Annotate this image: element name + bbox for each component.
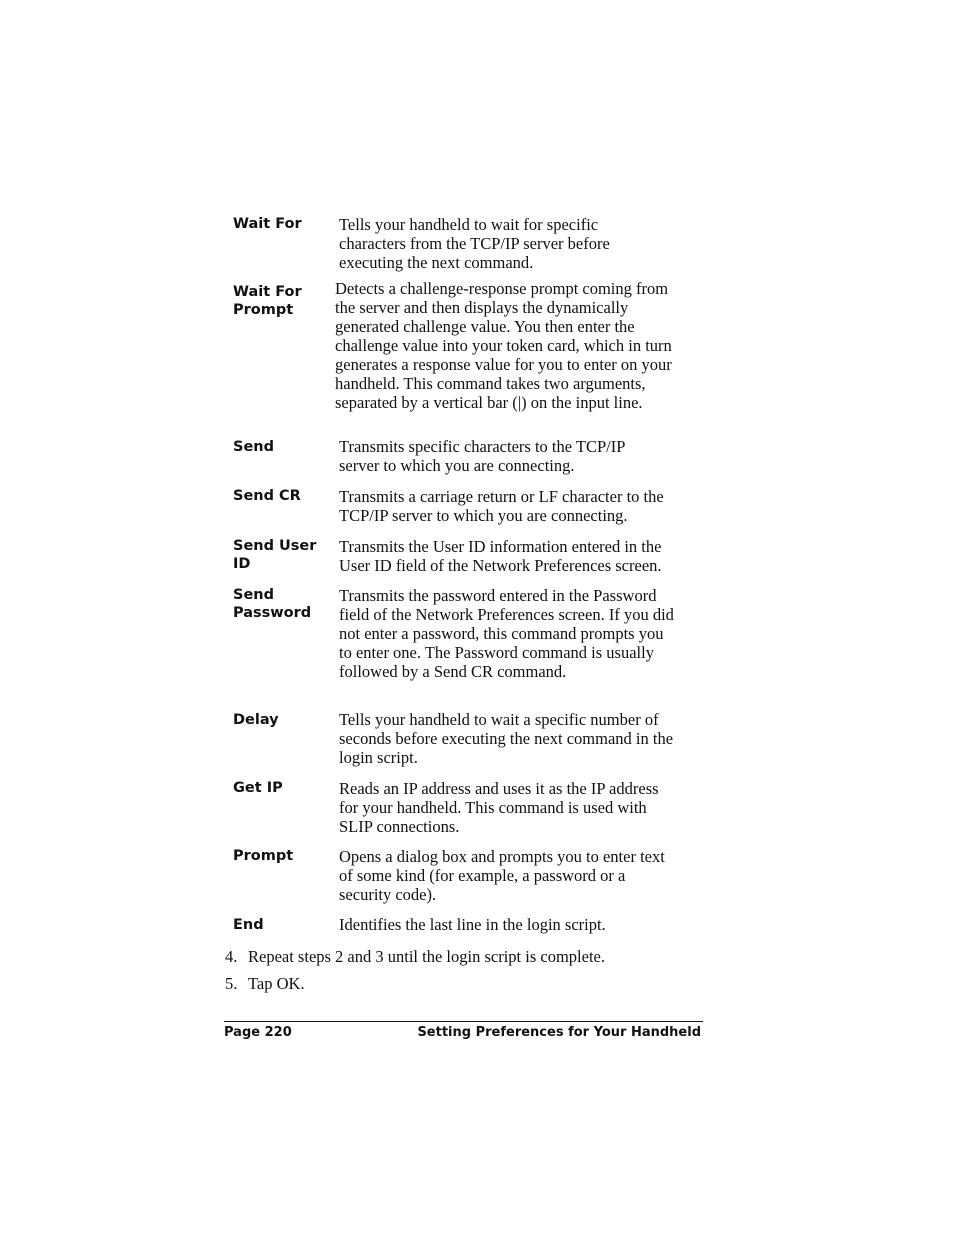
command-description-delay: Tells your handheld to wait a specific number of seconds before executing the next command in the login script. (339, 710, 674, 767)
step-number: 5. (225, 974, 238, 993)
command-term-wait-for: Wait For (233, 216, 302, 232)
command-description-prompt: Opens a dialog box and prompts you to enter text of some kind (for example, a password or a security code). (339, 847, 665, 904)
step-text: Tap OK. (248, 974, 305, 993)
command-description-wait-for-prompt: Detects a challenge-response prompt coming from the server and then displays the dynamically generated challenge value. You then enter the challenge value into your token card, which in turn generates a response value for you to enter on your handheld. This command takes two arguments, separated by a vertical bar (|) on the input line. (335, 279, 672, 412)
command-term-delay: Delay (233, 712, 279, 728)
command-description-send-cr: Transmits a carriage return or LF character to the TCP/IP server to which you are connecting. (339, 487, 664, 525)
command-term-send-password: Send Password (233, 587, 312, 621)
command-term-prompt: Prompt (233, 848, 294, 864)
command-description-end: Identifies the last line in the login script. (339, 915, 606, 934)
page-number: Page 220 (224, 1025, 292, 1040)
command-description-send-password: Transmits the password entered in the Password field of the Network Preferences screen. If you did not enter a password, this command prompts you to enter one. The Password command is usually followed by a Send CR command. (339, 586, 674, 681)
command-description-get-ip: Reads an IP address and uses it as the IP address for your handheld. This command is used with SLIP connections. (339, 779, 659, 836)
command-term-send-user-id: Send User ID (233, 538, 317, 572)
footer-rule (224, 1021, 703, 1022)
step-number: 4. (225, 947, 238, 966)
command-description-wait-for: Tells your handheld to wait for specific characters from the TCP/IP server before executing the next command. (339, 215, 610, 272)
chapter-title: Setting Preferences for Your Handheld (417, 1025, 701, 1040)
step-item (225, 947, 605, 966)
command-term-get-ip: Get IP (233, 780, 283, 796)
command-description-send-user-id: Transmits the User ID information entered in the User ID field of the Network Preferences screen. (339, 537, 662, 575)
command-term-wait-for-prompt: Wait For Prompt (233, 284, 302, 318)
command-term-end: End (233, 917, 264, 933)
command-term-send-cr: Send CR (233, 488, 301, 504)
command-term-send: Send (233, 439, 274, 455)
step-item (225, 974, 305, 993)
step-text: Repeat steps 2 and 3 until the login script is complete. (248, 947, 605, 966)
command-description-send: Transmits specific characters to the TCP/IP server to which you are connecting. (339, 437, 625, 475)
